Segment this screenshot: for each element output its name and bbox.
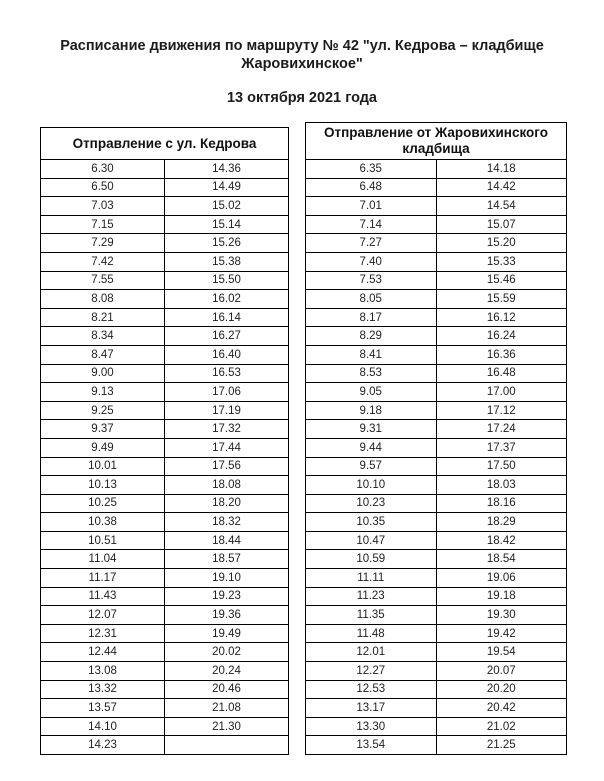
table-row [306, 290, 567, 309]
table-header-row [306, 123, 567, 160]
table-row [41, 624, 289, 643]
time-cell: 9.00 [41, 364, 165, 383]
time-cell: 19.10 [165, 569, 289, 588]
time-cell: 7.42 [41, 252, 165, 271]
timetables-container [40, 122, 604, 755]
table-row [306, 308, 567, 327]
time-cell: 6.50 [41, 178, 165, 197]
table-row [306, 160, 567, 179]
table-header-row [41, 128, 289, 160]
table-row [306, 680, 567, 699]
time-cell: 13.57 [41, 699, 165, 718]
table-row [306, 494, 567, 513]
time-cell: 10.51 [41, 531, 165, 550]
time-cell: 8.53 [306, 364, 437, 383]
table-row [41, 420, 289, 439]
table-row [41, 643, 289, 662]
time-cell: 18.08 [165, 476, 289, 495]
table-row [306, 736, 567, 755]
time-cell: 10.35 [306, 513, 437, 532]
time-cell: 12.31 [41, 624, 165, 643]
time-cell: 17.56 [165, 457, 289, 476]
table-row [41, 531, 289, 550]
time-cell: 19.54 [436, 643, 567, 662]
time-cell: 15.14 [165, 215, 289, 234]
table-row [41, 513, 289, 532]
time-cell: 18.54 [436, 550, 567, 569]
schedule-date: 13 октября 2021 года [226, 90, 377, 106]
time-cell: 8.17 [306, 308, 437, 327]
time-cell: 17.19 [165, 401, 289, 420]
time-cell: 20.07 [436, 662, 567, 681]
table-row [306, 476, 567, 495]
table-row [306, 550, 567, 569]
table-row [41, 457, 289, 476]
time-cell: 12.44 [41, 643, 165, 662]
time-cell: 16.14 [165, 308, 289, 327]
time-cell: 19.36 [165, 606, 289, 625]
table-row [306, 364, 567, 383]
time-cell: 9.05 [306, 383, 437, 402]
time-cell: 16.53 [165, 364, 289, 383]
time-cell: 16.40 [165, 345, 289, 364]
time-cell: 7.29 [41, 234, 165, 253]
time-cell: 21.08 [165, 699, 289, 718]
table-row [306, 569, 567, 588]
table-row [41, 178, 289, 197]
time-cell: 18.42 [436, 531, 567, 550]
table-row [41, 234, 289, 253]
time-cell: 16.24 [436, 327, 567, 346]
time-cell: 17.44 [165, 438, 289, 457]
time-cell: 16.48 [436, 364, 567, 383]
time-cell: 15.46 [436, 271, 567, 290]
time-cell: 20.24 [165, 662, 289, 681]
table-row [41, 252, 289, 271]
time-cell: 9.13 [41, 383, 165, 402]
time-cell: 8.05 [306, 290, 437, 309]
table-row [41, 327, 289, 346]
time-cell: 21.30 [165, 717, 289, 736]
time-cell: 19.30 [436, 606, 567, 625]
time-cell: 16.12 [436, 308, 567, 327]
time-cell: 10.10 [306, 476, 437, 495]
table-row [306, 420, 567, 439]
table-row [41, 717, 289, 736]
table-row [41, 680, 289, 699]
time-cell: 9.37 [41, 420, 165, 439]
table-row [306, 438, 567, 457]
table-row [306, 662, 567, 681]
time-cell: 8.08 [41, 290, 165, 309]
time-cell: 7.01 [306, 197, 437, 216]
table-row [41, 438, 289, 457]
time-cell: 8.34 [41, 327, 165, 346]
time-cell: 6.30 [41, 160, 165, 179]
time-cell: 15.20 [436, 234, 567, 253]
time-cell: 8.21 [41, 308, 165, 327]
departures-kedrova-body [41, 160, 289, 755]
time-cell: 8.41 [306, 345, 437, 364]
time-cell: 10.01 [41, 457, 165, 476]
departures-cemetery-header: Отправление от Жаровихинского кладбища [306, 123, 567, 160]
table-row [41, 550, 289, 569]
table-row [306, 531, 567, 550]
time-cell: 7.27 [306, 234, 437, 253]
time-cell: 14.54 [436, 197, 567, 216]
time-cell: 14.49 [165, 178, 289, 197]
time-cell: 20.20 [436, 680, 567, 699]
time-cell: 9.44 [306, 438, 437, 457]
time-cell: 7.55 [41, 271, 165, 290]
time-cell: 7.15 [41, 215, 165, 234]
time-cell: 12.53 [306, 680, 437, 699]
time-cell: 16.36 [436, 345, 567, 364]
time-cell: 19.42 [436, 624, 567, 643]
time-cell: 9.18 [306, 401, 437, 420]
time-cell: 9.57 [306, 457, 437, 476]
table-row [41, 308, 289, 327]
time-cell [165, 736, 289, 755]
time-cell: 14.10 [41, 717, 165, 736]
table-row [306, 401, 567, 420]
time-cell: 12.07 [41, 606, 165, 625]
time-cell: 18.20 [165, 494, 289, 513]
time-cell: 11.23 [306, 587, 437, 606]
time-cell: 18.44 [165, 531, 289, 550]
table-row [306, 234, 567, 253]
table-row [306, 699, 567, 718]
table-row [306, 383, 567, 402]
time-cell: 7.40 [306, 252, 437, 271]
table-row [41, 364, 289, 383]
table-row [41, 197, 289, 216]
time-cell: 7.14 [306, 215, 437, 234]
table-row [306, 215, 567, 234]
time-cell: 21.02 [436, 717, 567, 736]
time-cell: 13.17 [306, 699, 437, 718]
time-cell: 10.47 [306, 531, 437, 550]
time-cell: 8.47 [41, 345, 165, 364]
table-row [41, 606, 289, 625]
time-cell: 14.42 [436, 178, 567, 197]
table-row [41, 271, 289, 290]
time-cell: 9.25 [41, 401, 165, 420]
departures-cemetery-table [305, 122, 567, 755]
time-cell: 20.46 [165, 680, 289, 699]
time-cell: 17.00 [436, 383, 567, 402]
time-cell: 17.24 [436, 420, 567, 439]
time-cell: 7.53 [306, 271, 437, 290]
table-row [41, 699, 289, 718]
time-cell: 16.27 [165, 327, 289, 346]
table-row [41, 736, 289, 755]
time-cell: 15.38 [165, 252, 289, 271]
table-row [306, 717, 567, 736]
time-cell: 19.49 [165, 624, 289, 643]
time-cell: 13.08 [41, 662, 165, 681]
time-cell: 13.54 [306, 736, 437, 755]
time-cell: 15.33 [436, 252, 567, 271]
time-cell: 9.49 [41, 438, 165, 457]
time-cell: 19.23 [165, 587, 289, 606]
time-cell: 14.18 [436, 160, 567, 179]
time-cell: 18.03 [436, 476, 567, 495]
page-title-line-2: Жаровихинское" [241, 56, 363, 72]
time-cell: 10.38 [41, 513, 165, 532]
time-cell: 11.35 [306, 606, 437, 625]
time-cell: 18.32 [165, 513, 289, 532]
time-cell: 11.48 [306, 624, 437, 643]
time-cell: 7.03 [41, 197, 165, 216]
table-row [306, 271, 567, 290]
time-cell: 18.57 [165, 550, 289, 569]
table-row [41, 401, 289, 420]
time-cell: 12.27 [306, 662, 437, 681]
time-cell: 17.32 [165, 420, 289, 439]
page-title [32, 0, 572, 73]
table-row [306, 252, 567, 271]
time-cell: 10.25 [41, 494, 165, 513]
departures-cemetery-header-row [306, 123, 567, 160]
table-row [41, 587, 289, 606]
time-cell: 19.18 [436, 587, 567, 606]
time-cell: 15.02 [165, 197, 289, 216]
table-row [306, 457, 567, 476]
table-row [41, 494, 289, 513]
time-cell: 10.59 [306, 550, 437, 569]
table-row [306, 197, 567, 216]
time-cell: 18.16 [436, 494, 567, 513]
time-cell: 15.26 [165, 234, 289, 253]
time-cell: 17.06 [165, 383, 289, 402]
departures-kedrova-header: Отправление с ул. Кедрова [41, 128, 289, 160]
time-cell: 17.37 [436, 438, 567, 457]
table-row [306, 327, 567, 346]
departures-kedrova-table [40, 127, 289, 755]
time-cell: 20.02 [165, 643, 289, 662]
table-row [306, 606, 567, 625]
table-row [306, 513, 567, 532]
time-cell: 13.32 [41, 680, 165, 699]
table-row [41, 383, 289, 402]
time-cell: 14.23 [41, 736, 165, 755]
time-cell: 14.36 [165, 160, 289, 179]
table-row [41, 569, 289, 588]
time-cell: 17.50 [436, 457, 567, 476]
time-cell: 9.31 [306, 420, 437, 439]
table-row [306, 345, 567, 364]
time-cell: 16.02 [165, 290, 289, 309]
time-cell: 21.25 [436, 736, 567, 755]
departures-cemetery-body [306, 160, 567, 755]
time-cell: 15.07 [436, 215, 567, 234]
table-row [306, 624, 567, 643]
time-cell: 17.12 [436, 401, 567, 420]
time-cell: 10.13 [41, 476, 165, 495]
page-title-line-1: Расписание движения по маршруту № 42 "ул. Кедрова – кладбище [60, 38, 544, 54]
time-cell: 11.17 [41, 569, 165, 588]
table-row [41, 476, 289, 495]
table-row [41, 215, 289, 234]
table-row [41, 662, 289, 681]
departures-kedrova-header-row [41, 128, 289, 160]
time-cell: 6.48 [306, 178, 437, 197]
time-cell: 8.29 [306, 327, 437, 346]
table-row [306, 178, 567, 197]
table-row [306, 643, 567, 662]
table-row [41, 160, 289, 179]
time-cell: 15.50 [165, 271, 289, 290]
table-row [306, 587, 567, 606]
time-cell: 10.23 [306, 494, 437, 513]
time-cell: 12.01 [306, 643, 437, 662]
time-cell: 11.11 [306, 569, 437, 588]
table-row [41, 345, 289, 364]
time-cell: 13.30 [306, 717, 437, 736]
time-cell: 20.42 [436, 699, 567, 718]
time-cell: 15.59 [436, 290, 567, 309]
time-cell: 18.29 [436, 513, 567, 532]
time-cell: 6.35 [306, 160, 437, 179]
time-cell: 19.06 [436, 569, 567, 588]
time-cell: 11.43 [41, 587, 165, 606]
table-row [41, 290, 289, 309]
time-cell: 11.04 [41, 550, 165, 569]
